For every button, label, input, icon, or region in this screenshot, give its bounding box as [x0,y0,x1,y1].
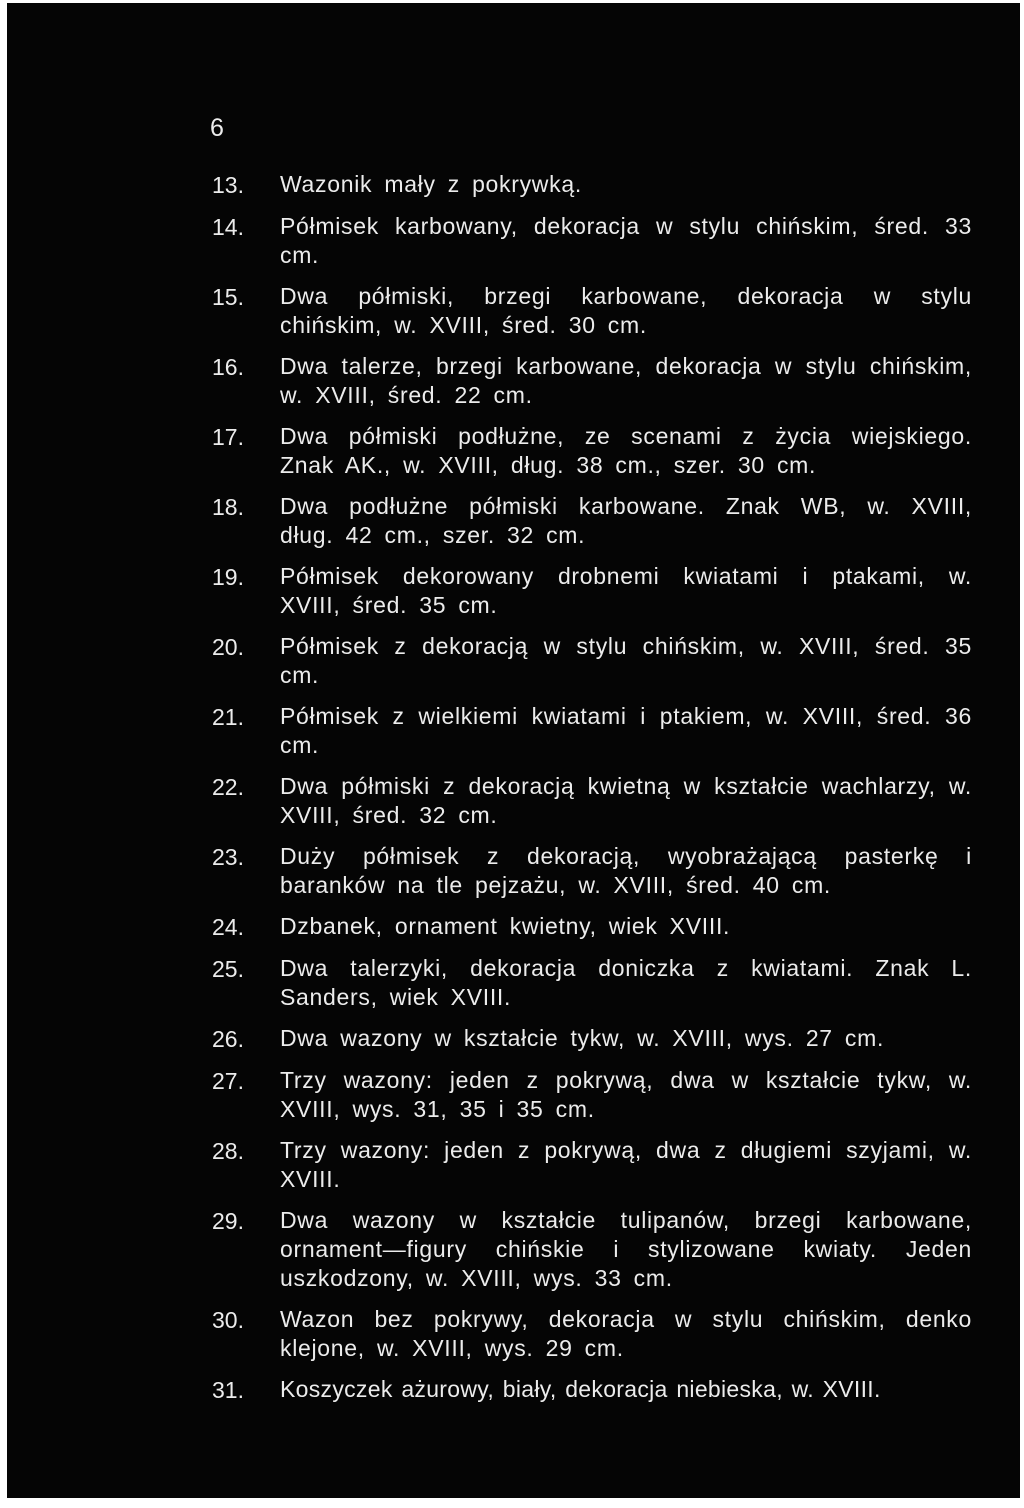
entry-number: 18. [212,494,244,520]
catalog-entry [212,352,972,410]
entry-text: Wazonik mały z pokrywką. [280,171,582,197]
entry-text: Dwa półmiski podłużne, ze scenami z życia wiejskiego. Znak AK., w. XVIII, dług. 38 cm., szer. 30 cm. [280,423,972,478]
entry-number: 26. [212,1026,244,1052]
catalog-list [212,170,972,1417]
catalog-page [7,3,1020,1498]
entry-text: Dzbanek, ornament kwietny, wiek XVIII. [280,913,731,939]
entry-number: 19. [212,564,244,590]
catalog-entry [212,282,972,340]
entry-number: 13. [212,172,244,198]
entry-text: Dwa półmiski, brzegi karbowane, dekoracja w stylu chińskim, w. XVIII, śred. 30 cm. [280,283,972,338]
catalog-entry [212,170,972,200]
entry-text: Koszyczek ażurowy, biały, dekoracja niebieska, w. XVIII. [280,1376,881,1402]
catalog-entry [212,1206,972,1293]
catalog-entry [212,422,972,480]
entry-number: 15. [212,284,244,310]
entry-text: Dwa wazony w kształcie tulipanów, brzegi karbowane, ornament—figury chińskie i stylizowane kwiaty. Jeden uszkodzony, w. XVIII, wys. 33 cm. [280,1207,972,1291]
catalog-entry [212,842,972,900]
entry-number: 20. [212,634,244,660]
entry-number: 22. [212,774,244,800]
entry-number: 30. [212,1307,244,1333]
entry-number: 21. [212,704,244,730]
entry-text: Dwa półmiski z dekoracją kwietną w kształcie wachlarzy, w. XVIII, śred. 32 cm. [280,773,972,828]
entry-number: 29. [212,1208,244,1234]
catalog-entry [212,492,972,550]
catalog-entry [212,632,972,690]
entry-number: 23. [212,844,244,870]
catalog-entry [212,562,972,620]
entry-number: 16. [212,354,244,380]
catalog-entry [212,702,972,760]
catalog-entry [212,772,972,830]
catalog-entry [212,1305,972,1363]
entry-text: Dwa wazony w kształcie tykw, w. XVIII, wys. 27 cm. [280,1025,885,1051]
entry-number: 24. [212,914,244,940]
catalog-entry [212,954,972,1012]
entry-number: 31. [212,1377,244,1403]
catalog-entry [212,912,972,942]
page-number: 6 [210,114,225,142]
catalog-entry [212,212,972,270]
entry-text: Półmisek z dekoracją w stylu chińskim, w. XVIII, śred. 35 cm. [280,633,972,688]
entry-number: 14. [212,214,244,240]
entry-text: Dwa talerzyki, dekoracja doniczka z kwiatami. Znak L. Sanders, wiek XVIII. [280,955,972,1010]
catalog-entry [212,1024,972,1054]
entry-text: Półmisek dekorowany drobnemi kwiatami i ptakami, w. XVIII, śred. 35 cm. [280,563,972,618]
entry-number: 27. [212,1068,244,1094]
entry-text: Półmisek z wielkiemi kwiatami i ptakiem, w. XVIII, śred. 36 cm. [280,703,972,758]
entry-text: Dwa podłużne półmiski karbowane. Znak WB, w. XVIII, dług. 42 cm., szer. 32 cm. [280,493,972,548]
entry-text: Trzy wazony: jeden z pokrywą, dwa z długiemi szyjami, w. XVIII. [280,1137,972,1192]
entry-text: Półmisek karbowany, dekoracja w stylu chińskim, śred. 33 cm. [280,213,972,268]
entry-text: Wazon bez pokrywy, dekoracja w stylu chińskim, denko klejone, w. XVIII, wys. 29 cm. [280,1306,972,1361]
entry-text: Trzy wazony: jeden z pokrywą, dwa w kształcie tykw, w. XVIII, wys. 31, 35 i 35 cm. [280,1067,972,1122]
entry-number: 17. [212,424,244,450]
catalog-entry [212,1066,972,1124]
entry-text: Duży półmisek z dekoracją, wyobrażającą pasterkę i baranków na tle pejzażu, w. XVIII, śred. 40 cm. [280,843,972,898]
catalog-entry [212,1375,972,1405]
catalog-entry [212,1136,972,1194]
entry-number: 25. [212,956,244,982]
entry-number: 28. [212,1138,244,1164]
entry-text: Dwa talerze, brzegi karbowane, dekoracja w stylu chińskim, w. XVIII, śred. 22 cm. [280,353,972,408]
